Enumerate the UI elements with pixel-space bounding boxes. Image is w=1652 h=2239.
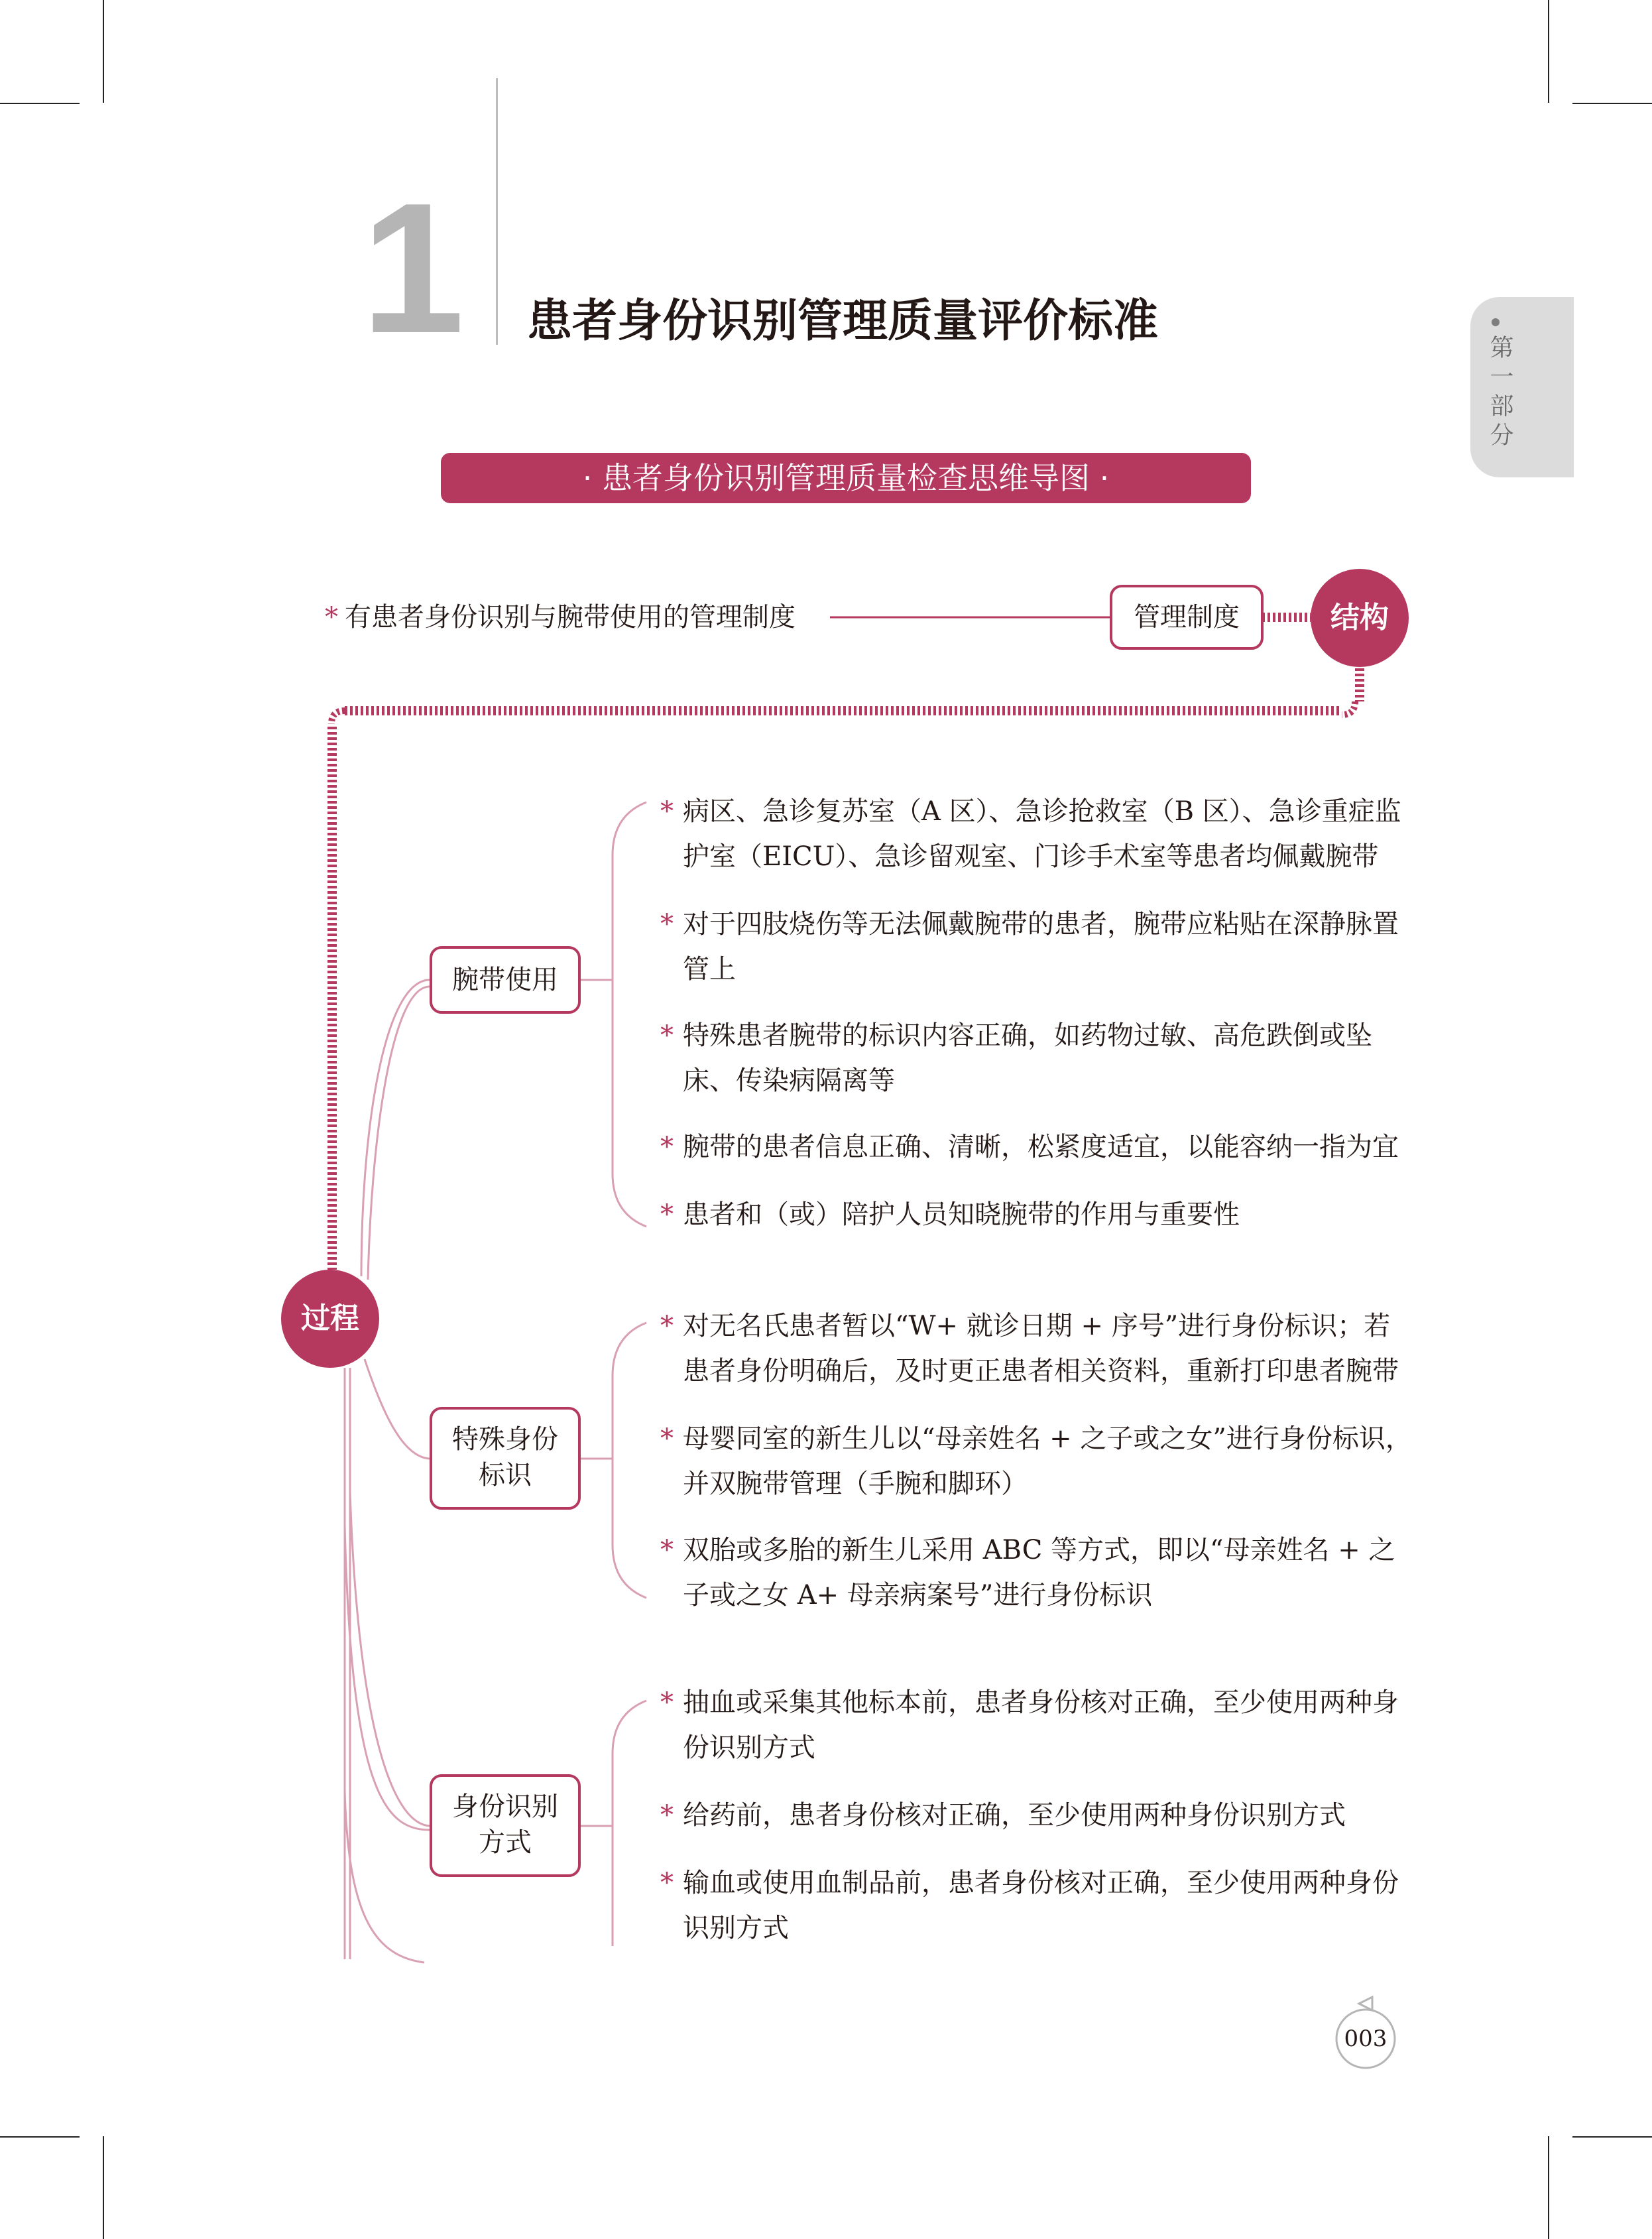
list-item xyxy=(660,1528,1416,1618)
list-item xyxy=(660,902,1416,992)
list-item xyxy=(660,1013,1416,1103)
category-label-line: 标识 xyxy=(479,1460,532,1490)
branch-wristband-2 xyxy=(368,987,430,1280)
list-item xyxy=(660,1303,1416,1394)
hatch-vertical-left xyxy=(327,724,337,1270)
list-item-text: 抽血或采集其他标本前，患者身份核对正确，至少使用两种身份识别方式 xyxy=(683,1687,1399,1763)
side-tab-dot-icon xyxy=(1492,318,1500,326)
category-identification-method xyxy=(430,1774,581,1877)
bullet-star-icon: * xyxy=(660,1020,674,1051)
branch-wristband xyxy=(361,980,430,1276)
bullet-star-icon: * xyxy=(660,1687,674,1718)
bracket-wristband xyxy=(613,802,646,1227)
side-tab-label: 第一部分 xyxy=(1486,335,1513,452)
list-item xyxy=(660,1416,1416,1506)
bullet-star-icon: * xyxy=(660,909,674,939)
bullet-star-icon: * xyxy=(325,602,338,633)
bullet-star-icon: * xyxy=(660,1868,674,1898)
list-item xyxy=(660,1680,1416,1770)
list-item-text: 母婴同室的新生儿以“母亲姓名 + 之子或之女”进行身份标识，并双腕带管理（手腕和脚环） xyxy=(683,1423,1412,1499)
chapter-title: 患者身份识别管理质量评价标准 xyxy=(527,295,1159,347)
bullet-star-icon: * xyxy=(660,1311,674,1341)
chapter-number: 1 xyxy=(361,165,465,372)
hatch-corner-left xyxy=(331,711,345,724)
structure-item xyxy=(325,594,842,640)
category-label-line: 特殊身份 xyxy=(452,1424,558,1455)
bullet-star-icon: * xyxy=(660,1423,674,1454)
node-process: 过程 xyxy=(281,1270,379,1368)
structure-item-text: 有患者身份识别与腕带使用的管理制度 xyxy=(345,602,796,633)
list-item-text: 双胎或多胎的新生儿采用 ABC 等方式，即以“母亲姓名 + 之子或之女 A+ 母亲病案号”进行身份标识 xyxy=(683,1535,1395,1610)
list-item-text: 对无名氏患者暂以“W+ 就诊日期 + 序号”进行身份标识；若患者身份明确后，及时更正患者相关资料，重新打印患者腕带 xyxy=(683,1311,1399,1386)
mind-map-banner: · 患者身份识别管理质量检查思维导图 · xyxy=(441,453,1251,503)
hatch-horizontal-top xyxy=(345,706,1342,715)
bullet-star-icon: * xyxy=(660,796,674,827)
list-item xyxy=(660,1793,1416,1838)
branch-method xyxy=(350,1492,430,1826)
category-special-identity xyxy=(430,1407,581,1510)
header-divider xyxy=(496,78,498,345)
list-item-text: 给药前，患者身份核对正确，至少使用两种身份识别方式 xyxy=(683,1800,1346,1831)
page-number: 003 xyxy=(1344,2026,1387,2052)
category-label-line: 身份识别 xyxy=(452,1791,558,1822)
page-number-arrow-icon xyxy=(1359,1997,1372,2010)
bracket-method xyxy=(613,1701,646,1946)
bracket-special xyxy=(613,1323,646,1598)
category-management-system: 管理制度 xyxy=(1110,585,1264,650)
list-item-text: 对于四肢烧伤等无法佩戴腕带的患者，腕带应粘贴在深静脉置管上 xyxy=(683,909,1399,985)
list-item-text: 输血或使用血制品前，患者身份核对正确，至少使用两种身份识别方式 xyxy=(683,1868,1399,1943)
branch-next-page xyxy=(345,1790,424,1963)
branch-special xyxy=(365,1359,430,1459)
list-item xyxy=(660,789,1416,879)
list-item-text: 特殊患者腕带的标识内容正确，如药物过敏、高危跌倒或坠床、传染病隔离等 xyxy=(683,1020,1372,1096)
list-item-text: 腕带的患者信息正确、清晰，松紧度适宜，以能容纳一指为宜 xyxy=(683,1132,1399,1162)
list-item xyxy=(660,1124,1416,1170)
branch-method-2 xyxy=(345,1525,430,1830)
bullet-star-icon: * xyxy=(660,1535,674,1565)
list-item-text: 患者和（或）陪护人员知晓腕带的作用与重要性 xyxy=(683,1199,1240,1230)
hatch-vertical-right xyxy=(1355,667,1364,701)
category-label-line: 方式 xyxy=(479,1827,532,1858)
hatch-corner-right xyxy=(1342,701,1355,715)
node-structure: 结构 xyxy=(1311,569,1409,667)
list-item xyxy=(660,1192,1416,1237)
bullet-star-icon: * xyxy=(660,1132,674,1162)
bullet-star-icon: * xyxy=(660,1199,674,1230)
structure-hatch-short xyxy=(1264,613,1311,622)
category-wristband-use: 腕带使用 xyxy=(430,946,581,1014)
list-item xyxy=(660,1860,1416,1951)
bullet-star-icon: * xyxy=(660,1800,674,1831)
list-item-text: 病区、急诊复苏室（A 区）、急诊抢救室（B 区）、急诊重症监护室（EICU）、急诊留观室、门诊手术室等患者均佩戴腕带 xyxy=(683,796,1401,872)
